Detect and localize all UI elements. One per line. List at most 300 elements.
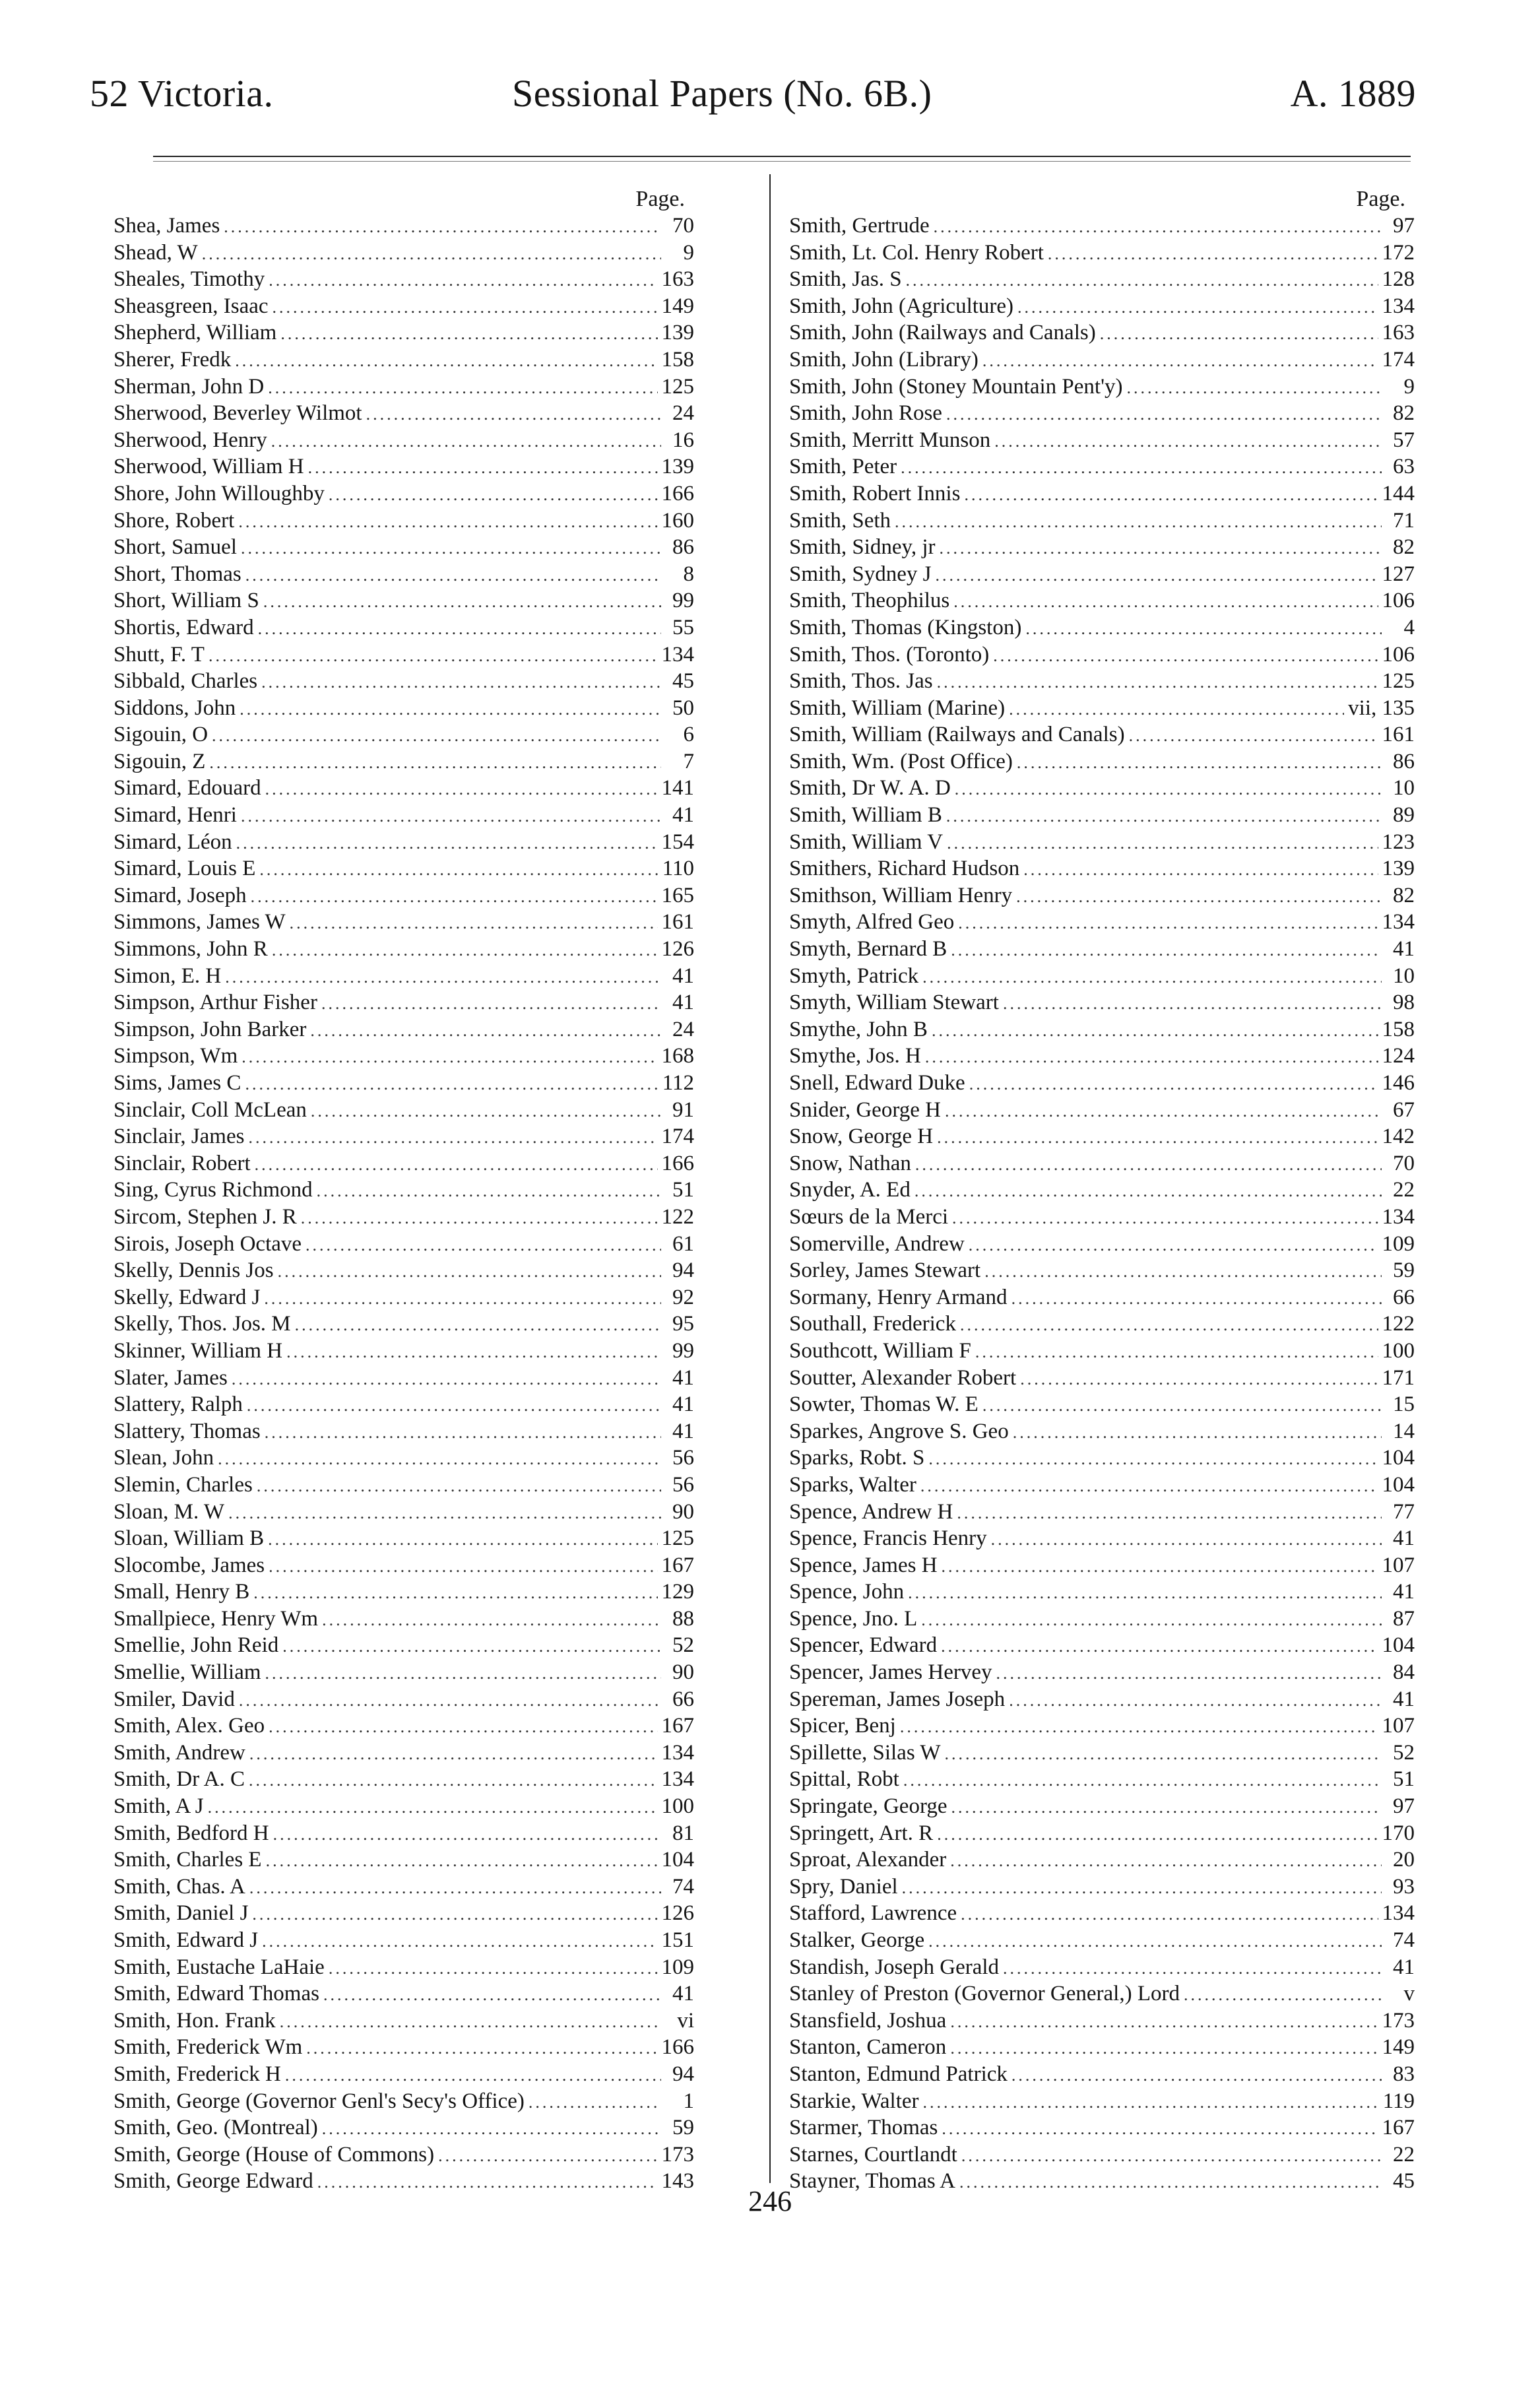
- index-entry: [789, 614, 1415, 641]
- entry-name: Sparks, Walter: [789, 1472, 916, 1497]
- index-entry: [113, 1311, 694, 1338]
- leader-dots: [273, 294, 658, 320]
- entry-name: Sherwood, William H: [113, 455, 304, 479]
- entry-name: Sloan, M. W: [113, 1499, 225, 1524]
- header-year: A. 1889: [1290, 72, 1416, 115]
- entry-name: Sowter, Thomas W. E: [789, 1392, 979, 1417]
- entry-name: Sormany, Henry Armand: [789, 1285, 1008, 1309]
- entry-page: 134: [661, 1740, 694, 1765]
- entry-name: Smith, John (Library): [789, 347, 979, 372]
- index-entry: [113, 1150, 694, 1177]
- entry-name: Smyth, Patrick: [789, 963, 919, 988]
- leader-dots: [317, 1178, 661, 1204]
- entry-page: 15: [1393, 1392, 1415, 1417]
- leader-dots: [928, 1446, 1378, 1472]
- leader-dots: [266, 1848, 658, 1874]
- leader-dots: [906, 267, 1378, 293]
- index-entry: [789, 561, 1415, 588]
- entry-page: 94: [672, 2062, 694, 2086]
- entry-page: 123: [1382, 830, 1415, 854]
- entry-page: 41: [672, 1392, 694, 1417]
- leader-dots: [937, 1821, 1378, 1847]
- index-entry: [113, 695, 694, 722]
- leader-dots: [946, 401, 1382, 427]
- index-entry: [113, 775, 694, 802]
- leader-dots: [928, 1928, 1382, 1954]
- leader-dots: [934, 214, 1382, 240]
- entry-page: 41: [672, 1982, 694, 2006]
- index-entry: [789, 1418, 1415, 1445]
- entry-page: 104: [1382, 1446, 1415, 1470]
- entry-page: 134: [661, 1767, 694, 1792]
- index-entry: [789, 1445, 1415, 1472]
- entry-page: 173: [661, 2142, 694, 2167]
- leader-dots: [984, 1258, 1382, 1284]
- entry-page: 56: [672, 1472, 694, 1497]
- leader-dots: [964, 482, 1378, 507]
- entry-page: 55: [672, 615, 694, 639]
- leader-dots: [950, 2009, 1378, 2035]
- entry-name: Sparks, Robt. S: [789, 1446, 925, 1470]
- leader-dots: [1003, 991, 1382, 1016]
- entry-name: Short, Thomas: [113, 562, 241, 586]
- entry-name: Simmons, John R: [113, 937, 268, 962]
- entry-page: 63: [1393, 455, 1415, 479]
- index-entry: [789, 507, 1415, 535]
- entry-name: Smith, Geo. (Montreal): [113, 2116, 318, 2140]
- leader-dots: [282, 1633, 661, 1659]
- entry-name: Siddons, John: [113, 696, 236, 720]
- index-entry: [113, 319, 694, 346]
- entry-name: Sircom, Stephen J. R: [113, 1204, 297, 1229]
- index-entry: [113, 561, 694, 588]
- entry-name: Smith, William B: [789, 803, 942, 828]
- index-entry: [113, 1097, 694, 1124]
- index-entry: [113, 212, 694, 240]
- leader-dots: [1011, 2062, 1382, 2088]
- entry-name: Sigouin, O: [113, 723, 209, 747]
- entry-name: Sloan, William B: [113, 1526, 265, 1551]
- entry-name: Smith, Theophilus: [789, 589, 950, 613]
- entry-page: 81: [672, 1821, 694, 1845]
- leader-dots: [245, 562, 661, 588]
- index-entry: [113, 293, 694, 320]
- leader-dots: [969, 1071, 1378, 1097]
- leader-dots: [272, 937, 658, 963]
- leader-dots: [232, 1366, 661, 1392]
- entry-name: Stalker, George: [789, 1928, 925, 1952]
- leader-dots: [994, 428, 1382, 454]
- entry-page: v: [1403, 1982, 1415, 2006]
- leader-dots: [268, 375, 657, 401]
- leader-dots: [239, 1687, 661, 1713]
- leader-dots: [202, 241, 661, 267]
- entry-name: Smith, Chas. A: [113, 1874, 245, 1899]
- entry-page: 119: [1382, 2089, 1415, 2113]
- entry-page: 100: [661, 1794, 694, 1819]
- index-entry: [789, 1365, 1415, 1392]
- leader-dots: [280, 321, 657, 346]
- entry-page: 104: [1382, 1633, 1415, 1658]
- index-entry: [113, 587, 694, 614]
- index-entry: [113, 1338, 694, 1365]
- entry-name: Slemin, Charles: [113, 1472, 253, 1497]
- entry-page: 66: [1393, 1285, 1415, 1309]
- index-entry: [789, 2141, 1415, 2169]
- entry-name: Sparkes, Angrove S. Geo: [789, 1419, 1009, 1443]
- index-entry: [113, 936, 694, 963]
- leader-dots: [900, 1714, 1378, 1740]
- entry-page: 4: [1403, 615, 1415, 639]
- entry-name: Southall, Frederick: [789, 1312, 956, 1336]
- entry-name: Shea, James: [113, 214, 220, 238]
- entry-name: Smith, Merritt Munson: [789, 428, 991, 452]
- leader-dots: [259, 857, 658, 882]
- entry-page: 52: [1393, 1740, 1415, 1765]
- leader-dots: [941, 1633, 1378, 1659]
- entry-name: Spence, Andrew H: [789, 1499, 953, 1524]
- entry-name: Smellie, William: [113, 1660, 261, 1685]
- entry-page: 106: [1382, 589, 1415, 613]
- entry-name: Small, Henry B: [113, 1580, 250, 1604]
- entry-name: Spencer, Edward: [789, 1633, 938, 1658]
- index-entry: [113, 1525, 694, 1552]
- entry-name: Sing, Cyrus Richmond: [113, 1178, 313, 1202]
- entry-page: 134: [661, 642, 694, 667]
- leader-dots: [922, 964, 1382, 990]
- index-entry: [789, 1123, 1415, 1150]
- entry-name: Skelly, Edward J: [113, 1285, 261, 1309]
- leader-dots: [322, 1607, 661, 1633]
- entry-name: Smith, Dr A. C: [113, 1767, 245, 1792]
- entry-page: 90: [672, 1499, 694, 1524]
- entry-page: 82: [1393, 535, 1415, 560]
- index-entry: [789, 1552, 1415, 1579]
- entry-name: Simmons, James W: [113, 910, 286, 934]
- entry-name: Sigouin, Z: [113, 749, 206, 773]
- entry-page: 98: [1393, 991, 1415, 1015]
- entry-page: 88: [672, 1606, 694, 1631]
- entry-name: Spittal, Robt: [789, 1767, 899, 1792]
- index-entry: [789, 1740, 1415, 1767]
- entry-page: 160: [661, 508, 694, 533]
- entry-page: 139: [1382, 857, 1415, 881]
- index-entry: [789, 1579, 1415, 1606]
- leader-dots: [286, 1339, 661, 1365]
- entry-name: Simard, Henri: [113, 803, 237, 828]
- index-entry: [113, 427, 694, 454]
- entry-page: 41: [1393, 1580, 1415, 1604]
- entry-page: vi: [677, 2008, 694, 2033]
- leader-dots: [901, 455, 1382, 480]
- entry-page: 106: [1382, 642, 1415, 667]
- leader-dots: [240, 696, 661, 722]
- header-rule: [153, 156, 1411, 157]
- entry-page: 77: [1393, 1499, 1415, 1524]
- index-entry: [789, 1311, 1415, 1338]
- index-entry: [113, 1579, 694, 1606]
- index-entry: [789, 1499, 1415, 1526]
- index-entry: [789, 1016, 1415, 1043]
- header-title: Sessional Papers (No. 6B.): [512, 72, 932, 115]
- entry-page: 95: [672, 1312, 694, 1336]
- index-entry: [113, 1820, 694, 1847]
- entry-name: Spillette, Silas W: [789, 1740, 941, 1765]
- entry-page: 109: [1382, 1231, 1415, 1256]
- entry-name: Stafford, Lawrence: [789, 1901, 957, 1926]
- entry-page: 173: [1382, 2008, 1415, 2033]
- entry-page: 45: [672, 669, 694, 694]
- index-entry: [789, 1391, 1415, 1418]
- entry-name: Slattery, Ralph: [113, 1392, 243, 1417]
- entry-page: 41: [672, 991, 694, 1015]
- entry-name: Smith, Lt. Col. Henry Robert: [789, 240, 1044, 265]
- index-entry: [789, 668, 1415, 695]
- index-entry: [113, 668, 694, 695]
- entry-page: 91: [672, 1097, 694, 1122]
- entry-page: 174: [661, 1125, 694, 1149]
- entry-page: 163: [661, 267, 694, 292]
- index-entry: [113, 1418, 694, 1445]
- index-entry: [789, 1231, 1415, 1258]
- index-entry: [789, 936, 1415, 963]
- entry-page: 6: [683, 723, 694, 747]
- index-entry: [113, 507, 694, 535]
- entry-page: 129: [661, 1580, 694, 1604]
- index-entry: [113, 1980, 694, 2007]
- entry-name: Smith, Frederick H: [113, 2062, 281, 2086]
- entry-page: 97: [1393, 1794, 1415, 1819]
- leader-dots: [249, 1767, 658, 1793]
- leader-dots: [993, 643, 1378, 669]
- leader-dots: [975, 1339, 1378, 1365]
- entry-name: Smith, Bedford H: [113, 1821, 269, 1845]
- index-entry: [113, 1686, 694, 1713]
- column-heading-left: Page.: [635, 187, 685, 211]
- entry-page: 93: [1393, 1874, 1415, 1899]
- entry-name: Sherman, John D: [113, 374, 265, 399]
- index-entry: [789, 374, 1415, 401]
- index-entry: [789, 293, 1415, 320]
- index-entry: [789, 1712, 1415, 1740]
- leader-dots: [258, 616, 661, 641]
- entry-page: 163: [1382, 321, 1415, 345]
- index-entry: [789, 721, 1415, 748]
- index-entry: [789, 1097, 1415, 1124]
- entry-name: Simard, Joseph: [113, 883, 247, 907]
- leader-dots: [945, 1098, 1382, 1124]
- leader-dots: [218, 1446, 661, 1472]
- index-entry: [789, 748, 1415, 775]
- leader-dots: [255, 1152, 658, 1177]
- entry-page: 167: [1382, 2116, 1415, 2140]
- index-entry: [113, 614, 694, 641]
- leader-dots: [961, 1901, 1378, 1927]
- index-entry: [113, 1499, 694, 1526]
- entry-page: 51: [1393, 1767, 1415, 1792]
- leader-dots: [915, 1152, 1382, 1177]
- leader-dots: [1003, 1955, 1382, 1981]
- index-entry: [789, 641, 1415, 669]
- entry-page: 110: [662, 857, 694, 881]
- index-entry: [113, 2034, 694, 2061]
- entry-page: 166: [661, 481, 694, 506]
- entry-name: Smith, Gertrude: [789, 214, 930, 238]
- index-entry: [113, 1954, 694, 1981]
- leader-dots: [295, 1312, 661, 1338]
- index-entry: [789, 1954, 1415, 1981]
- leader-dots: [261, 669, 661, 695]
- entry-page: 139: [661, 455, 694, 479]
- index-entry: [789, 319, 1415, 346]
- leader-dots: [1016, 884, 1382, 909]
- entry-name: Smith, Wm. (Post Office): [789, 749, 1013, 773]
- entry-name: Starnes, Courtlandt: [789, 2142, 957, 2167]
- leader-dots: [224, 214, 661, 240]
- index-entry: [113, 1257, 694, 1284]
- entry-name: Shortis, Edward: [113, 615, 254, 639]
- entry-name: Simard, Léon: [113, 830, 232, 854]
- index-entry: [789, 534, 1415, 561]
- leader-dots: [946, 803, 1382, 829]
- entry-page: 126: [661, 937, 694, 962]
- entry-name: Short, Samuel: [113, 535, 237, 560]
- index-entry: [113, 400, 694, 427]
- leader-dots: [1020, 1366, 1378, 1392]
- entry-page: 87: [1393, 1606, 1415, 1631]
- entry-page: 1: [683, 2089, 694, 2113]
- entry-name: Sœurs de la Merci: [789, 1204, 949, 1229]
- leader-dots: [308, 455, 658, 480]
- header-session: 52 Victoria.: [90, 72, 274, 115]
- entry-page: 82: [1393, 883, 1415, 907]
- entry-page: 99: [672, 589, 694, 613]
- entry-page: 141: [661, 776, 694, 800]
- leader-dots: [208, 1794, 658, 1820]
- leader-dots: [212, 723, 661, 748]
- entry-page: 41: [1393, 937, 1415, 962]
- entry-page: 90: [672, 1660, 694, 1685]
- leader-dots: [942, 2116, 1378, 2141]
- index-entry: [789, 1257, 1415, 1284]
- entry-page: 20: [1393, 1848, 1415, 1872]
- leader-dots: [322, 2116, 661, 2141]
- leader-dots: [329, 1955, 658, 1981]
- entry-name: Stanton, Edmund Patrick: [789, 2062, 1008, 2086]
- entry-name: Starkie, Walter: [789, 2089, 919, 2113]
- entry-page: 83: [1393, 2062, 1415, 2086]
- index-entry: [789, 266, 1415, 293]
- entry-page: 70: [1393, 1151, 1415, 1175]
- index-entry: [789, 909, 1415, 936]
- entry-page: 125: [661, 1526, 694, 1551]
- leader-dots: [935, 562, 1378, 588]
- entry-name: Snell, Edward Duke: [789, 1071, 965, 1095]
- leader-dots: [1184, 1982, 1382, 2007]
- index-entry: [113, 2141, 694, 2169]
- leader-dots: [290, 910, 658, 936]
- entry-name: Snider, George H: [789, 1097, 941, 1122]
- index-entry: [789, 1927, 1415, 1954]
- index-entry: [789, 427, 1415, 454]
- entry-name: Sibbald, Charles: [113, 669, 258, 694]
- entry-page: 128: [1382, 267, 1415, 292]
- leader-dots: [438, 2143, 657, 2169]
- entry-name: Smith, Peter: [789, 455, 897, 479]
- entry-page: 107: [1382, 1714, 1415, 1738]
- leader-dots: [944, 1741, 1382, 1767]
- index-entry: [789, 1632, 1415, 1659]
- entry-name: Starmer, Thomas: [789, 2116, 938, 2140]
- index-entry: [789, 1900, 1415, 1927]
- leader-dots: [950, 1848, 1382, 1874]
- entry-name: Smith, Thos. Jas: [789, 669, 933, 694]
- page-number: 246: [748, 2185, 792, 2217]
- entry-name: Sirois, Joseph Octave: [113, 1231, 302, 1256]
- entry-page: 170: [1382, 1821, 1415, 1845]
- entry-page: 149: [1382, 2035, 1415, 2060]
- entry-page: 89: [1393, 803, 1415, 828]
- index-entry: [113, 374, 694, 401]
- entry-name: Springett, Art. R: [789, 1821, 934, 1845]
- index-entry: [789, 1793, 1415, 1820]
- leader-dots: [269, 1714, 657, 1740]
- leader-dots: [982, 1392, 1382, 1418]
- entry-name: Smith, Thomas (Kingston): [789, 615, 1022, 639]
- entry-page: 41: [1393, 1955, 1415, 1979]
- leader-dots: [932, 1018, 1378, 1043]
- entry-name: Sherer, Fredk: [113, 347, 232, 372]
- leader-dots: [264, 1286, 661, 1311]
- entry-name: Smithers, Richard Hudson: [789, 857, 1020, 881]
- index-entry: [113, 1365, 694, 1392]
- index-entry: [789, 1846, 1415, 1874]
- index-entry: [789, 1204, 1415, 1231]
- entry-name: Stayner, Thomas A: [789, 2169, 955, 2194]
- entry-name: Sherwood, Henry: [113, 428, 267, 452]
- leader-dots: [920, 1473, 1378, 1499]
- index-entry: [113, 453, 694, 480]
- leader-dots: [209, 750, 661, 775]
- index-entry: [113, 855, 694, 882]
- leader-dots: [895, 509, 1382, 535]
- entry-page: 24: [672, 401, 694, 426]
- leader-dots: [902, 1875, 1382, 1901]
- entry-page: 71: [1393, 508, 1415, 533]
- index-entry: [789, 453, 1415, 480]
- entry-page: 139: [661, 321, 694, 345]
- entry-page: 74: [672, 1874, 694, 1899]
- entry-name: Smith, Edward Thomas: [113, 1982, 319, 2006]
- entry-page: 24: [672, 1017, 694, 1041]
- entry-name: Spence, John: [789, 1580, 905, 1604]
- leader-dots: [209, 643, 658, 669]
- leader-dots: [1127, 375, 1382, 401]
- entry-name: Sims, James C: [113, 1071, 241, 1095]
- entry-page: 8: [683, 562, 694, 586]
- entry-page: 107: [1382, 1553, 1415, 1577]
- index-entry: [789, 1525, 1415, 1552]
- index-entry: [113, 1632, 694, 1659]
- index-entry: [789, 1284, 1415, 1311]
- index-entry: [113, 1766, 694, 1793]
- entry-page: 97: [1393, 214, 1415, 238]
- entry-page: 86: [1393, 749, 1415, 773]
- entry-page: 122: [1382, 1312, 1415, 1336]
- leader-dots: [321, 991, 661, 1016]
- entry-name: Standish, Joseph Gerald: [789, 1955, 1000, 1979]
- entry-name: Smith, William (Marine): [789, 696, 1006, 720]
